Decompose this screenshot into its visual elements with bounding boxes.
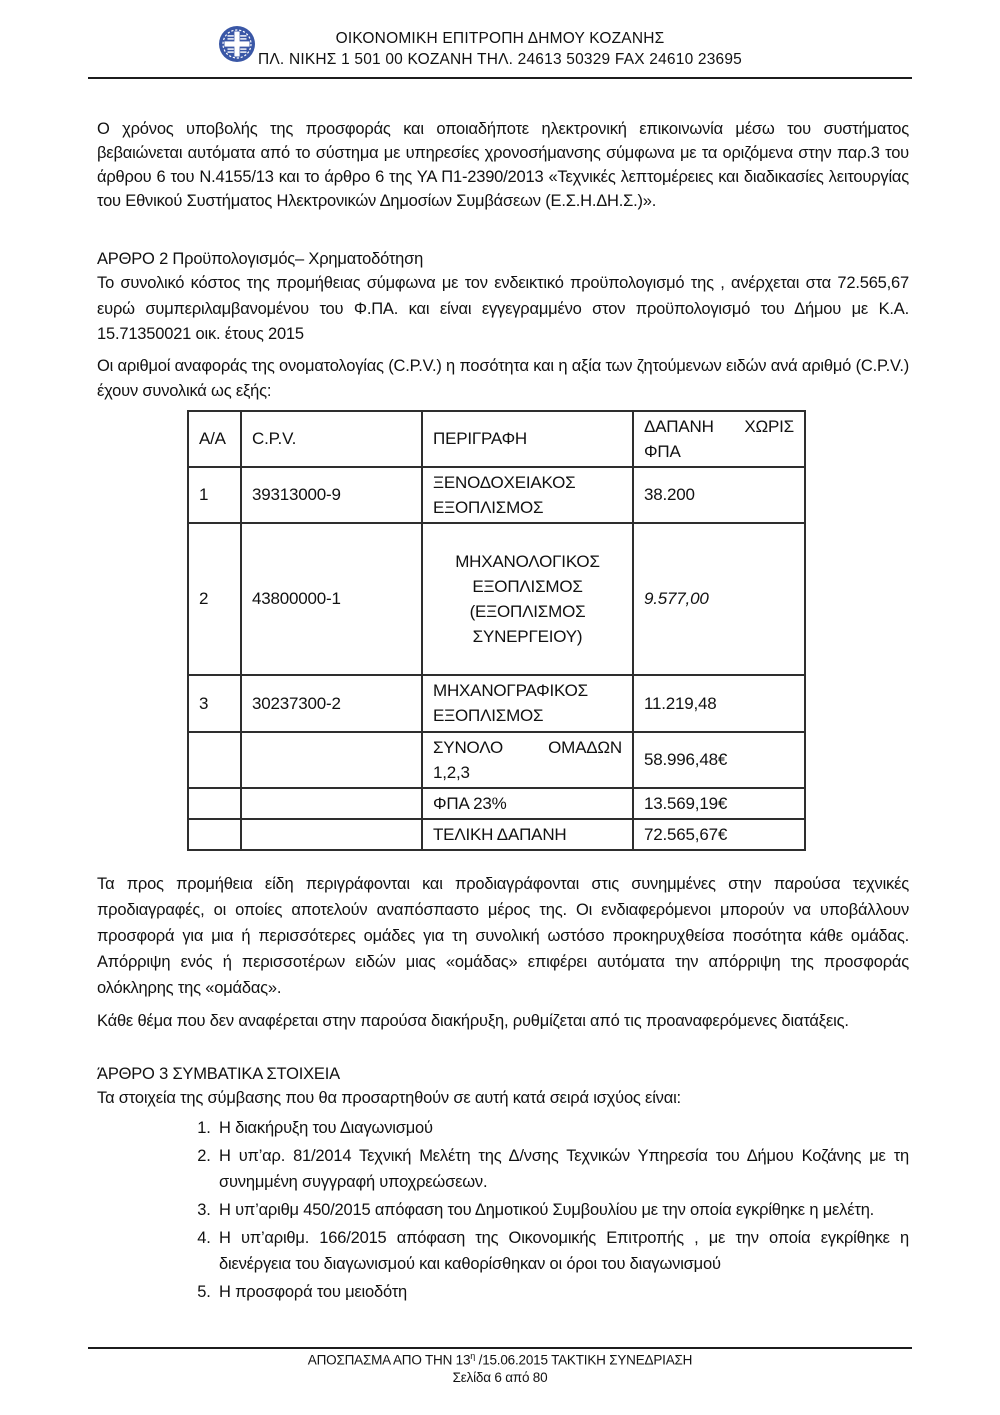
table-cell-cpv: 43800000-1 xyxy=(241,523,422,675)
table-cell-cost: 58.996,48€ xyxy=(633,732,805,788)
table-cell-desc: ΤΕΛΙΚΗ ΔΑΠΑΝΗ xyxy=(422,819,633,850)
table-cell-cost: 11.219,48 xyxy=(633,675,805,732)
table-cell-aa xyxy=(188,732,241,788)
table-cell-cost: 13.569,19€ xyxy=(633,788,805,819)
footer-page-number: Σελίδα 6 από 80 xyxy=(452,1370,548,1385)
contract-item-4: 4. Η υπ’αριθμ. 166/2015 απόφαση της Οικονομικής Επιτροπής , με την οποία εγκρίθηκε η διενέργεια του διαγωνισμού και καθορίσθηκαν οι όροι του διαγωνισμού xyxy=(215,1225,909,1277)
article2-paragraph-cpv-intro: Οι αριθμοί αναφοράς της ονοματολογίας (C.P.V.) η ποσότητα και η αξία των ζητούμενων ειδών ανά αριθμό (C.P.V.) έχουν συνολικά ως εξής: xyxy=(97,356,909,400)
table-cell-aa: 2 xyxy=(188,523,241,675)
table-cell-cpv xyxy=(241,819,422,850)
footer-session-suffix: /15.06.2015 ΤΑΚΤΙΚΗ ΣΥΝΕΔΡΙΑΣΗ xyxy=(475,1352,693,1368)
table-cell-aa xyxy=(188,788,241,819)
table-row xyxy=(188,675,805,732)
table-cell-desc: ΞΕΝΟΔΟΧΕΙΑΚΟΣ ΕΞΟΠΛΙΣΜΟΣ xyxy=(422,467,633,523)
paragraph-submission-time: Ο χρόνος υποβολής της προσφοράς και οποιαδήποτε ηλεκτρονική επικοινωνία μέσω του συστήματος βεβαιώνεται αυτόματα από το σύστημα με υπηρεσίες χρονοσήμανσης σύμφωνα με τα οριζόμενα στην παρ.3 του άρθρου 6 του Ν.4155/13 και το άρθρο 6 της ΥΑ Π1-2390/2013 «Τεχνικές λεπτομέρειες και διαδικασίες λειτουργίας του Εθνικού Συστήματος Ηλεκτρονικών Δημοσίων Συμβάσεων (Ε.Σ.Η.ΔΗ.Σ.)». xyxy=(97,120,909,210)
header-org-name: ΟΙΚΟΝΟΜΙΚΗ ΕΠΙΤΡΟΠΗ ΔΗΜΟΥ ΚΟΖΑΝΗΣ xyxy=(335,30,665,47)
contract-item-2: 2. Η υπ’αρ. 81/2014 Τεχνική Μελέτη της Δ/νσης Τεχνικών Υπηρεσία του Δήμου Κοζάνης με τη συνημμένη συγγραφή υποχρεώσεων. xyxy=(215,1143,909,1195)
table-cell-cost: 72.565,67€ xyxy=(633,819,805,850)
header-cell-cost: ΔΑΠΑΝΗ ΧΩΡΙΣ ΦΠΑ xyxy=(633,411,805,467)
header-cell-cpv: C.P.V. xyxy=(241,411,422,467)
table-cell-desc: ΜΗΧΑΝΟΛΟΓΙΚΟΣ ΕΞΟΠΛΙΣΜΟΣ (ΕΞΟΠΛΙΣΜΟΣ ΣΥΝΕΡΓΕΙΟΥ) xyxy=(422,523,633,675)
contract-item-3: 3. Η υπ’αριθμ 450/2015 απόφαση του Δημοτικού Συμβουλίου με την οποία εγκρίθηκε η μελέτη. xyxy=(215,1197,909,1223)
table-cell-cpv: 30237300-2 xyxy=(241,675,422,732)
footer-session-line xyxy=(0,1351,1000,1368)
article3-intro: Τα στοιχεία της σύμβασης που θα προσαρτηθούν σε αυτή κατά σειρά ισχύος είναι: xyxy=(97,1088,681,1107)
table-header-row xyxy=(188,411,805,467)
document-header xyxy=(120,28,880,70)
article3-title: ΆΡΘΡΟ 3 ΣΥΜΒΑΤΙΚΑ ΣΤΟΙΧΕΙΑ xyxy=(97,1064,340,1083)
table-cell-desc: ΦΠΑ 23% xyxy=(422,788,633,819)
table-row xyxy=(188,467,805,523)
header-address-line: ΠΛ. ΝΙΚΗΣ 1 501 00 ΚΟΖΑΝΗ ΤΗΛ. 24613 50329 FAX 24610 23695 xyxy=(257,51,742,68)
table-cell-desc: ΣΥΝΟΛΟ ΟΜΑΔΩΝ 1,2,3 xyxy=(422,732,633,788)
contract-item-5: 5. Η προσφορά του μειοδότη xyxy=(215,1279,909,1305)
table-cell-cpv xyxy=(241,788,422,819)
cpv-cost-table xyxy=(187,410,806,851)
article2-title: ΑΡΘΡΟ 2 Προϋπολογισμός– Χρηματοδότηση xyxy=(97,250,424,268)
header-cell-aa: Α/Α xyxy=(188,411,241,467)
table-cell-cpv xyxy=(241,732,422,788)
article2-paragraph-budget: Το συνολικό κόστος της προμήθειας σύμφωνα με τον ενδεικτικό προϋπολογισμό της , ανέρχεται στα 72.565,67 ευρώ συμπεριλαμβανομένου του Φ.ΠΑ. και είναι εγγεγραμμένο στον προϋπολογισμό του Δήμου με Κ.Α. 15.71350021 οικ. έτους 2015 xyxy=(97,274,909,343)
header-cell-desc: ΠΕΡΙΓΡΑΦΗ xyxy=(422,411,633,467)
table-row xyxy=(188,523,805,675)
document-body xyxy=(97,117,909,1307)
table-cell-desc: ΜΗΧΑΝΟΓΡΑΦΙΚΟΣ ΕΞΟΠΛΙΣΜΟΣ xyxy=(422,675,633,732)
table-row-final-cost xyxy=(188,819,805,850)
table-cell-aa xyxy=(188,819,241,850)
table-cell-aa: 1 xyxy=(188,467,241,523)
footer-session-ordinal: η xyxy=(470,1351,476,1361)
header-divider xyxy=(88,77,912,79)
paragraph-specifications: Τα προς προμήθεια είδη περιγράφονται και προδιαγράφονται στις συνημμένες στην παρούσα τεχνικές προδιαγραφές, οι οποίες αποτελούν αναπόσπαστο μέρος της. Οι ενδιαφερόμενοι μπορούν να υποβάλλουν προσφορά για μια ή περισσότερες ομάδες για τη συνολική ωστόσο προκηρυχθείσα ποσότητα κάθε ομάδας. Απόρριψη ενός ή περισσοτέρων ειδών μιας «ομάδας» επιφέρει αυτόματα την απόρριψη της προσφοράς ολόκληρης της «ομάδας». xyxy=(97,874,909,997)
contract-elements-list xyxy=(97,1115,909,1305)
table-row-total-groups xyxy=(188,732,805,788)
contract-item-1: 1. Η διακήρυξη του Διαγωνισμού xyxy=(215,1115,909,1141)
footer-divider xyxy=(88,1347,912,1349)
paragraph-other-matters: Κάθε θέμα που δεν αναφέρεται στην παρούσα διακήρυξη, ρυθμίζεται από τις προαναφερόμενες διατάξεις. xyxy=(97,1011,849,1030)
table-row-vat xyxy=(188,788,805,819)
table-cell-aa: 3 xyxy=(188,675,241,732)
table-cell-cost: 38.200 xyxy=(633,467,805,523)
footer-session-prefix: ΑΠΟΣΠΑΣΜΑ ΑΠΟ ΤΗΝ 13 xyxy=(307,1352,471,1368)
table-cell-cost: 9.577,00 xyxy=(633,523,805,675)
table-cell-cpv: 39313000-9 xyxy=(241,467,422,523)
